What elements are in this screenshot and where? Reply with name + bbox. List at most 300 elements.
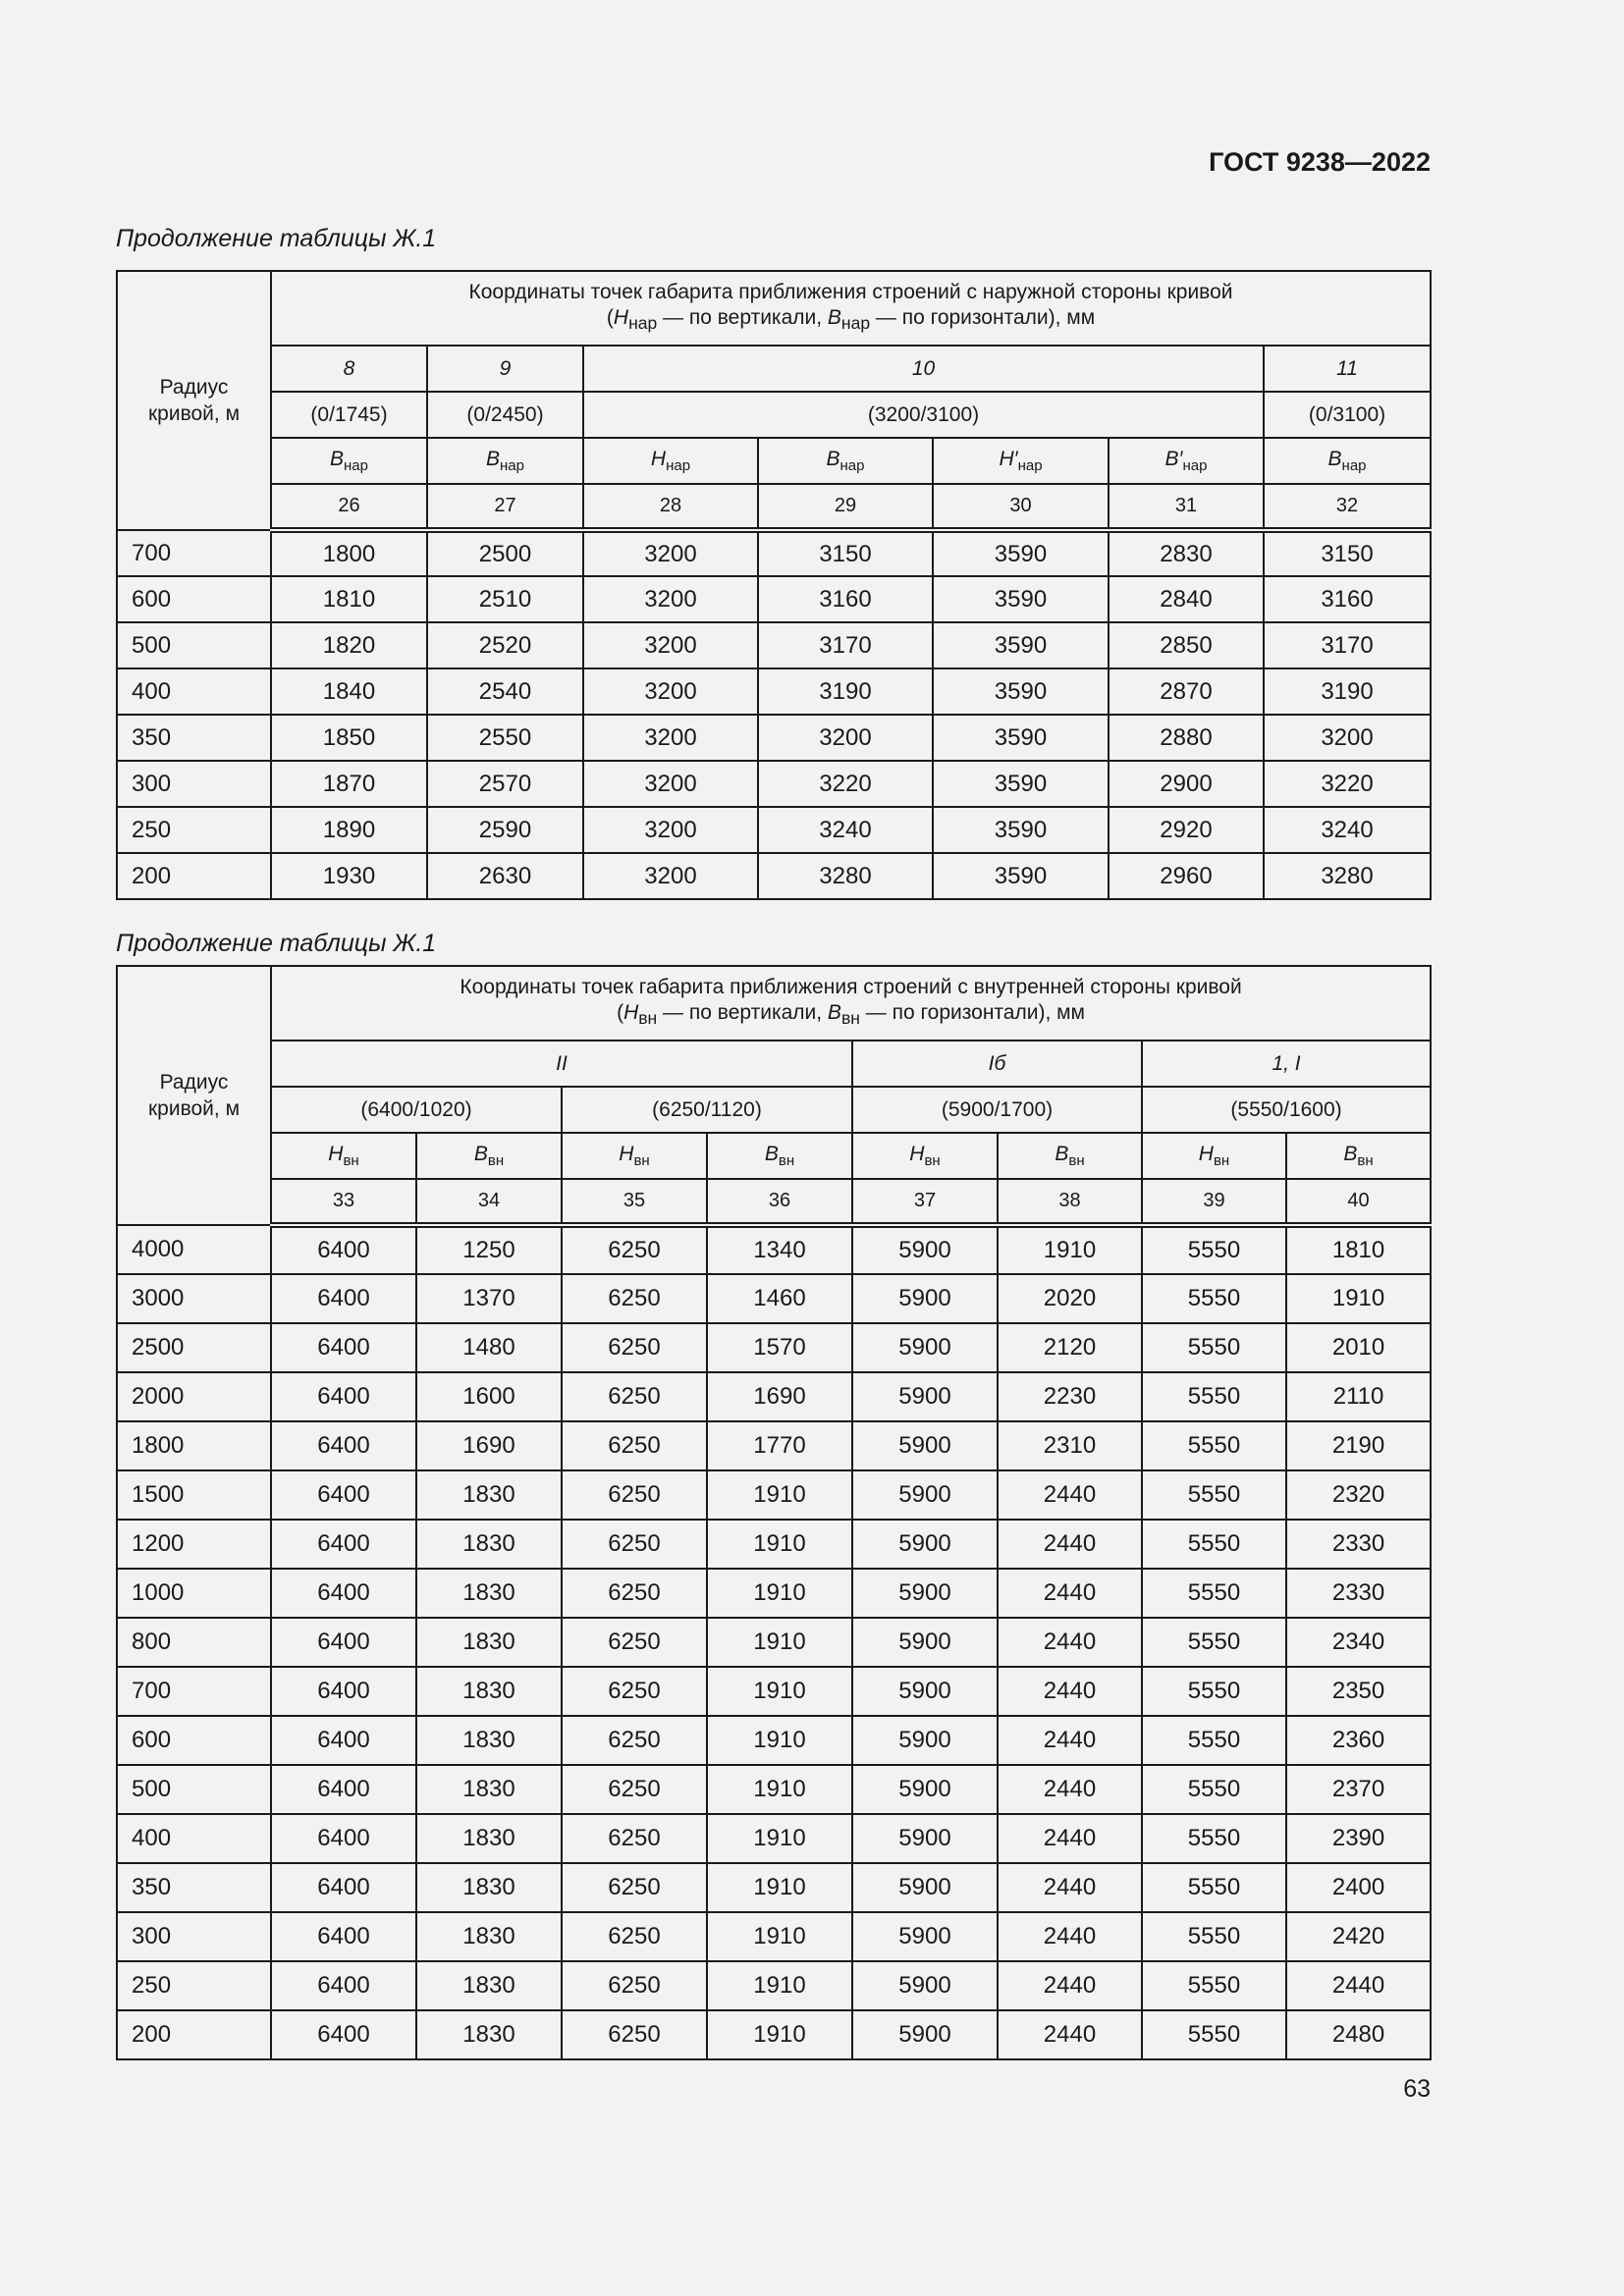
value-cell: 6400 bbox=[271, 1765, 416, 1814]
value-cell: 2440 bbox=[998, 1667, 1142, 1716]
radius-cell: 4000 bbox=[117, 1225, 271, 1274]
value-cell: 1870 bbox=[271, 761, 427, 807]
value-cell: 1830 bbox=[416, 1716, 562, 1765]
value-cell: 5550 bbox=[1142, 1225, 1286, 1274]
value-cell: 1840 bbox=[271, 668, 427, 715]
value-cell: 3200 bbox=[583, 715, 758, 761]
value-cell: 1830 bbox=[416, 1961, 562, 2010]
radius-cell: 2000 bbox=[117, 1372, 271, 1421]
column-symbol bbox=[933, 438, 1109, 484]
value-cell: 2330 bbox=[1286, 1569, 1431, 1618]
table-row bbox=[117, 1520, 1431, 1569]
table-row bbox=[117, 668, 1431, 715]
value-cell: 2440 bbox=[998, 1618, 1142, 1667]
value-cell: 1800 bbox=[271, 530, 427, 576]
value-cell: 3190 bbox=[1264, 668, 1431, 715]
value-cell: 1830 bbox=[416, 1618, 562, 1667]
value-cell: 1910 bbox=[707, 1961, 852, 2010]
radius-cell: 700 bbox=[117, 530, 271, 576]
table-row bbox=[117, 807, 1431, 853]
value-cell: 1830 bbox=[416, 1912, 562, 1961]
value-cell: 2440 bbox=[998, 1961, 1142, 2010]
value-cell: 3240 bbox=[1264, 807, 1431, 853]
value-cell: 1600 bbox=[416, 1372, 562, 1421]
value-cell: 1830 bbox=[416, 1814, 562, 1863]
column-number: 29 bbox=[758, 484, 933, 530]
value-cell: 6250 bbox=[562, 1814, 707, 1863]
document-code: ГОСТ 9238—2022 bbox=[1209, 147, 1431, 177]
value-cell: 2630 bbox=[427, 853, 583, 899]
value-cell: 2880 bbox=[1109, 715, 1264, 761]
symbol-subscript: нар bbox=[1182, 457, 1208, 475]
value-cell: 3200 bbox=[1264, 715, 1431, 761]
value-cell: 6400 bbox=[271, 1961, 416, 2010]
column-symbol bbox=[271, 1133, 416, 1179]
table2-title: Координаты точек габарита приближения строений с внутренней стороны кривой ($H_{вн}$ — по вертикали, $B_{вн}$ — по горизонтали), мм bbox=[271, 966, 1431, 1041]
column-symbol bbox=[562, 1133, 707, 1179]
value-cell: 1340 bbox=[707, 1225, 852, 1274]
value-cell: 2440 bbox=[1286, 1961, 1431, 2010]
radius-cell: 2500 bbox=[117, 1323, 271, 1372]
radius-cell: 300 bbox=[117, 1912, 271, 1961]
value-cell: 5900 bbox=[852, 1667, 998, 1716]
symbol-subscript: вн bbox=[1213, 1152, 1230, 1170]
value-cell: 1830 bbox=[416, 1569, 562, 1618]
value-cell: 6400 bbox=[271, 1274, 416, 1323]
value-cell: 1830 bbox=[416, 2010, 562, 2059]
radius-cell: 1000 bbox=[117, 1569, 271, 1618]
value-cell: 3160 bbox=[1264, 576, 1431, 622]
value-cell: 1370 bbox=[416, 1274, 562, 1323]
value-cell: 5550 bbox=[1142, 1323, 1286, 1372]
value-cell: 2840 bbox=[1109, 576, 1264, 622]
value-cell: 6400 bbox=[271, 2010, 416, 2059]
value-cell: 2570 bbox=[427, 761, 583, 807]
value-cell: 1480 bbox=[416, 1323, 562, 1372]
column-symbol bbox=[1286, 1133, 1431, 1179]
value-cell: 2440 bbox=[998, 1814, 1142, 1863]
radius-cell: 1500 bbox=[117, 1470, 271, 1520]
table-row bbox=[117, 1912, 1431, 1961]
value-cell: 3220 bbox=[758, 761, 933, 807]
value-cell: 1910 bbox=[707, 1765, 852, 1814]
point-coordinates: (0/2450) bbox=[427, 392, 583, 438]
table2-caption: Продолжение таблицы Ж.1 bbox=[116, 930, 437, 957]
point-coordinates: (5900/1700) bbox=[852, 1087, 1142, 1133]
column-number: 30 bbox=[933, 484, 1109, 530]
column-symbol bbox=[852, 1133, 998, 1179]
symbol-letter: H bbox=[619, 1142, 634, 1165]
value-cell: 5550 bbox=[1142, 1814, 1286, 1863]
value-cell: 6250 bbox=[562, 2010, 707, 2059]
value-cell: 3150 bbox=[758, 530, 933, 576]
value-cell: 5900 bbox=[852, 1863, 998, 1912]
column-number: 26 bbox=[271, 484, 427, 530]
value-cell: 6250 bbox=[562, 1323, 707, 1372]
value-cell: 6250 bbox=[562, 1569, 707, 1618]
value-cell: 1830 bbox=[416, 1667, 562, 1716]
symbol-subscript: нар bbox=[839, 457, 865, 475]
value-cell: 6250 bbox=[562, 1863, 707, 1912]
column-number: 31 bbox=[1109, 484, 1264, 530]
radius-cell: 350 bbox=[117, 715, 271, 761]
value-cell: 2830 bbox=[1109, 530, 1264, 576]
value-cell: 6250 bbox=[562, 1961, 707, 2010]
column-symbol bbox=[998, 1133, 1142, 1179]
value-cell: 3280 bbox=[758, 853, 933, 899]
value-cell: 1910 bbox=[707, 2010, 852, 2059]
radius-header: Радиус кривой, м bbox=[117, 271, 271, 530]
column-number: 35 bbox=[562, 1179, 707, 1225]
table-row bbox=[117, 1716, 1431, 1765]
symbol-subscript: вн bbox=[633, 1152, 650, 1170]
radius-cell: 400 bbox=[117, 1814, 271, 1863]
value-cell: 2420 bbox=[1286, 1912, 1431, 1961]
column-symbol bbox=[427, 438, 583, 484]
symbol-subscript: вн bbox=[924, 1152, 941, 1170]
value-cell: 6250 bbox=[562, 1716, 707, 1765]
value-cell: 2020 bbox=[998, 1274, 1142, 1323]
value-cell: 2590 bbox=[427, 807, 583, 853]
value-cell: 5900 bbox=[852, 1961, 998, 2010]
value-cell: 1910 bbox=[707, 1569, 852, 1618]
value-cell: 6400 bbox=[271, 1323, 416, 1372]
symbol-subscript: нар bbox=[1341, 457, 1367, 475]
value-cell: 6250 bbox=[562, 1667, 707, 1716]
value-cell: 3590 bbox=[933, 715, 1109, 761]
value-cell: 1460 bbox=[707, 1274, 852, 1323]
group-label: 10 bbox=[583, 346, 1264, 392]
symbol-subscript: вн bbox=[343, 1152, 359, 1170]
radius-cell: 200 bbox=[117, 853, 271, 899]
table-row bbox=[117, 1765, 1431, 1814]
value-cell: 2390 bbox=[1286, 1814, 1431, 1863]
table-row bbox=[117, 1863, 1431, 1912]
radius-cell: 400 bbox=[117, 668, 271, 715]
table1-title: Координаты точек габарита приближения строений с наружной стороны кривой ($H_{нар}$ — по вертикали, $B_{нар}$ — по горизонтали), мм bbox=[271, 271, 1431, 346]
value-cell: 5550 bbox=[1142, 1520, 1286, 1569]
value-cell: 6400 bbox=[271, 1470, 416, 1520]
value-cell: 6250 bbox=[562, 1765, 707, 1814]
table-row bbox=[117, 530, 1431, 576]
value-cell: 2440 bbox=[998, 1470, 1142, 1520]
symbol-subscript: нар bbox=[344, 457, 368, 475]
value-cell: 2900 bbox=[1109, 761, 1264, 807]
value-cell: 2440 bbox=[998, 1569, 1142, 1618]
value-cell: 6250 bbox=[562, 1470, 707, 1520]
value-cell: 1910 bbox=[707, 1618, 852, 1667]
column-number: 40 bbox=[1286, 1179, 1431, 1225]
value-cell: 1830 bbox=[416, 1765, 562, 1814]
value-cell: 2340 bbox=[1286, 1618, 1431, 1667]
value-cell: 6400 bbox=[271, 1225, 416, 1274]
value-cell: 2850 bbox=[1109, 622, 1264, 668]
symbol-letter: B bbox=[330, 447, 345, 470]
column-symbol bbox=[416, 1133, 562, 1179]
column-symbol bbox=[1264, 438, 1431, 484]
symbol-subscript: вн bbox=[778, 1152, 795, 1170]
radius-cell: 3000 bbox=[117, 1274, 271, 1323]
value-cell: 2510 bbox=[427, 576, 583, 622]
symbol-letter: H bbox=[650, 447, 667, 470]
value-cell: 6400 bbox=[271, 1716, 416, 1765]
table-row bbox=[117, 1961, 1431, 2010]
value-cell: 3590 bbox=[933, 853, 1109, 899]
value-cell: 1910 bbox=[707, 1814, 852, 1863]
value-cell: 5900 bbox=[852, 1912, 998, 1961]
column-number: 36 bbox=[707, 1179, 852, 1225]
table-row bbox=[117, 622, 1431, 668]
symbol-letter: H bbox=[328, 1142, 344, 1165]
value-cell: 1820 bbox=[271, 622, 427, 668]
group-label: 1, I bbox=[1142, 1041, 1431, 1087]
radius-cell: 1200 bbox=[117, 1520, 271, 1569]
value-cell: 3200 bbox=[583, 530, 758, 576]
column-symbol bbox=[1109, 438, 1264, 484]
value-cell: 3160 bbox=[758, 576, 933, 622]
value-cell: 1250 bbox=[416, 1225, 562, 1274]
group-label: II bbox=[271, 1041, 852, 1087]
value-cell: 3590 bbox=[933, 807, 1109, 853]
value-cell: 5550 bbox=[1142, 1618, 1286, 1667]
value-cell: 1910 bbox=[707, 1667, 852, 1716]
value-cell: 2500 bbox=[427, 530, 583, 576]
value-cell: 2440 bbox=[998, 1765, 1142, 1814]
symbol-subscript: нар bbox=[500, 457, 524, 475]
radius-cell: 1800 bbox=[117, 1421, 271, 1470]
column-number: 37 bbox=[852, 1179, 998, 1225]
column-symbol bbox=[758, 438, 933, 484]
value-cell: 1810 bbox=[271, 576, 427, 622]
value-cell: 6250 bbox=[562, 1372, 707, 1421]
value-cell: 6400 bbox=[271, 1372, 416, 1421]
point-coordinates: (6250/1120) bbox=[562, 1087, 852, 1133]
column-number: 33 bbox=[271, 1179, 416, 1225]
symbol-letter: H bbox=[909, 1142, 925, 1165]
value-cell: 5900 bbox=[852, 1520, 998, 1569]
radius-cell: 200 bbox=[117, 2010, 271, 2059]
value-cell: 6400 bbox=[271, 1618, 416, 1667]
value-cell: 5550 bbox=[1142, 1765, 1286, 1814]
value-cell: 3590 bbox=[933, 668, 1109, 715]
value-cell: 5900 bbox=[852, 1765, 998, 1814]
table-row bbox=[117, 1618, 1431, 1667]
table-row bbox=[117, 1667, 1431, 1716]
radius-cell: 250 bbox=[117, 1961, 271, 2010]
value-cell: 5550 bbox=[1142, 1274, 1286, 1323]
value-cell: 5900 bbox=[852, 1569, 998, 1618]
table-row bbox=[117, 1569, 1431, 1618]
radius-cell: 500 bbox=[117, 1765, 271, 1814]
table-row bbox=[117, 1421, 1431, 1470]
symbol-subscript: нар bbox=[1017, 457, 1043, 475]
value-cell: 3200 bbox=[583, 576, 758, 622]
value-cell: 5550 bbox=[1142, 1569, 1286, 1618]
column-number: 39 bbox=[1142, 1179, 1286, 1225]
value-cell: 3200 bbox=[758, 715, 933, 761]
value-cell: 5550 bbox=[1142, 2010, 1286, 2059]
radius-cell: 700 bbox=[117, 1667, 271, 1716]
column-symbol bbox=[1142, 1133, 1286, 1179]
value-cell: 2120 bbox=[998, 1323, 1142, 1372]
symbol-letter: B bbox=[1343, 1142, 1358, 1165]
table-row bbox=[117, 715, 1431, 761]
value-cell: 1830 bbox=[416, 1520, 562, 1569]
value-cell: 1910 bbox=[707, 1520, 852, 1569]
symbol-subscript: вн bbox=[1357, 1152, 1374, 1170]
column-symbol bbox=[707, 1133, 852, 1179]
value-cell: 1690 bbox=[707, 1372, 852, 1421]
table-row bbox=[117, 2010, 1431, 2059]
value-cell: 2870 bbox=[1109, 668, 1264, 715]
value-cell: 2320 bbox=[1286, 1470, 1431, 1520]
value-cell: 2540 bbox=[427, 668, 583, 715]
value-cell: 6250 bbox=[562, 1618, 707, 1667]
column-symbol bbox=[271, 438, 427, 484]
outer-clearance-table bbox=[116, 270, 1432, 900]
symbol-letter: B bbox=[1327, 447, 1342, 470]
symbol-subscript: вн bbox=[1068, 1152, 1085, 1170]
column-number: 28 bbox=[583, 484, 758, 530]
value-cell: 5900 bbox=[852, 1421, 998, 1470]
value-cell: 2310 bbox=[998, 1421, 1142, 1470]
value-cell: 6400 bbox=[271, 1863, 416, 1912]
value-cell: 3280 bbox=[1264, 853, 1431, 899]
value-cell: 5900 bbox=[852, 1372, 998, 1421]
value-cell: 1910 bbox=[707, 1716, 852, 1765]
value-cell: 3200 bbox=[583, 668, 758, 715]
value-cell: 2440 bbox=[998, 2010, 1142, 2059]
value-cell: 6400 bbox=[271, 1569, 416, 1618]
value-cell: 1690 bbox=[416, 1421, 562, 1470]
value-cell: 1850 bbox=[271, 715, 427, 761]
group-label: 9 bbox=[427, 346, 583, 392]
value-cell: 6250 bbox=[562, 1225, 707, 1274]
table-row bbox=[117, 576, 1431, 622]
value-cell: 2400 bbox=[1286, 1863, 1431, 1912]
symbol-letter: B bbox=[826, 447, 840, 470]
table-row bbox=[117, 761, 1431, 807]
page-number: 63 bbox=[1403, 2075, 1431, 2103]
value-cell: 5550 bbox=[1142, 1470, 1286, 1520]
group-label: 11 bbox=[1264, 346, 1431, 392]
value-cell: 6400 bbox=[271, 1912, 416, 1961]
value-cell: 5550 bbox=[1142, 1421, 1286, 1470]
point-coordinates: (0/1745) bbox=[271, 392, 427, 438]
value-cell: 3170 bbox=[1264, 622, 1431, 668]
value-cell: 5550 bbox=[1142, 1863, 1286, 1912]
value-cell: 3220 bbox=[1264, 761, 1431, 807]
value-cell: 1810 bbox=[1286, 1225, 1431, 1274]
value-cell: 1910 bbox=[1286, 1274, 1431, 1323]
value-cell: 1910 bbox=[998, 1225, 1142, 1274]
value-cell: 3200 bbox=[583, 807, 758, 853]
value-cell: 1570 bbox=[707, 1323, 852, 1372]
value-cell: 3170 bbox=[758, 622, 933, 668]
value-cell: 2190 bbox=[1286, 1421, 1431, 1470]
column-number: 27 bbox=[427, 484, 583, 530]
radius-cell: 600 bbox=[117, 576, 271, 622]
value-cell: 5550 bbox=[1142, 1912, 1286, 1961]
value-cell: 6250 bbox=[562, 1274, 707, 1323]
symbol-letter: B bbox=[1055, 1142, 1069, 1165]
symbol-letter: B′ bbox=[1164, 447, 1183, 470]
value-cell: 2480 bbox=[1286, 2010, 1431, 2059]
point-coordinates: (3200/3100) bbox=[583, 392, 1264, 438]
value-cell: 1910 bbox=[707, 1863, 852, 1912]
value-cell: 3150 bbox=[1264, 530, 1431, 576]
value-cell: 2010 bbox=[1286, 1323, 1431, 1372]
value-cell: 3590 bbox=[933, 761, 1109, 807]
value-cell: 5900 bbox=[852, 1225, 998, 1274]
value-cell: 6400 bbox=[271, 1814, 416, 1863]
value-cell: 2350 bbox=[1286, 1667, 1431, 1716]
value-cell: 1770 bbox=[707, 1421, 852, 1470]
value-cell: 5900 bbox=[852, 2010, 998, 2059]
value-cell: 2520 bbox=[427, 622, 583, 668]
value-cell: 3200 bbox=[583, 853, 758, 899]
symbol-letter: B bbox=[473, 1142, 488, 1165]
value-cell: 2440 bbox=[998, 1863, 1142, 1912]
symbol-letter: H′ bbox=[999, 447, 1018, 470]
table-row bbox=[117, 1274, 1431, 1323]
value-cell: 2550 bbox=[427, 715, 583, 761]
value-cell: 3590 bbox=[933, 576, 1109, 622]
value-cell: 5900 bbox=[852, 1274, 998, 1323]
radius-cell: 250 bbox=[117, 807, 271, 853]
point-coordinates: (0/3100) bbox=[1264, 392, 1431, 438]
value-cell: 2440 bbox=[998, 1912, 1142, 1961]
value-cell: 5550 bbox=[1142, 1372, 1286, 1421]
symbol-letter: H bbox=[1198, 1142, 1214, 1165]
value-cell: 6250 bbox=[562, 1421, 707, 1470]
value-cell: 6400 bbox=[271, 1520, 416, 1569]
value-cell: 5550 bbox=[1142, 1716, 1286, 1765]
radius-cell: 600 bbox=[117, 1716, 271, 1765]
value-cell: 2330 bbox=[1286, 1520, 1431, 1569]
symbol-letter: B bbox=[486, 447, 501, 470]
value-cell: 6250 bbox=[562, 1520, 707, 1569]
value-cell: 6400 bbox=[271, 1421, 416, 1470]
value-cell: 3590 bbox=[933, 622, 1109, 668]
point-coordinates: (5550/1600) bbox=[1142, 1087, 1431, 1133]
value-cell: 5900 bbox=[852, 1618, 998, 1667]
group-label: 8 bbox=[271, 346, 427, 392]
value-cell: 5900 bbox=[852, 1470, 998, 1520]
value-cell: 5900 bbox=[852, 1814, 998, 1863]
radius-header: Радиус кривой, м bbox=[117, 966, 271, 1225]
value-cell: 2960 bbox=[1109, 853, 1264, 899]
table-row bbox=[117, 1225, 1431, 1274]
table-row bbox=[117, 853, 1431, 899]
radius-cell: 800 bbox=[117, 1618, 271, 1667]
value-cell: 3190 bbox=[758, 668, 933, 715]
column-number: 34 bbox=[416, 1179, 562, 1225]
value-cell: 5550 bbox=[1142, 1667, 1286, 1716]
value-cell: 1890 bbox=[271, 807, 427, 853]
radius-cell: 350 bbox=[117, 1863, 271, 1912]
table1-caption: Продолжение таблицы Ж.1 bbox=[116, 225, 437, 252]
value-cell: 1830 bbox=[416, 1863, 562, 1912]
value-cell: 3590 bbox=[933, 530, 1109, 576]
table-row bbox=[117, 1814, 1431, 1863]
radius-cell: 500 bbox=[117, 622, 271, 668]
value-cell: 5900 bbox=[852, 1716, 998, 1765]
value-cell: 5550 bbox=[1142, 1961, 1286, 2010]
value-cell: 2920 bbox=[1109, 807, 1264, 853]
value-cell: 2230 bbox=[998, 1372, 1142, 1421]
point-coordinates: (6400/1020) bbox=[271, 1087, 562, 1133]
